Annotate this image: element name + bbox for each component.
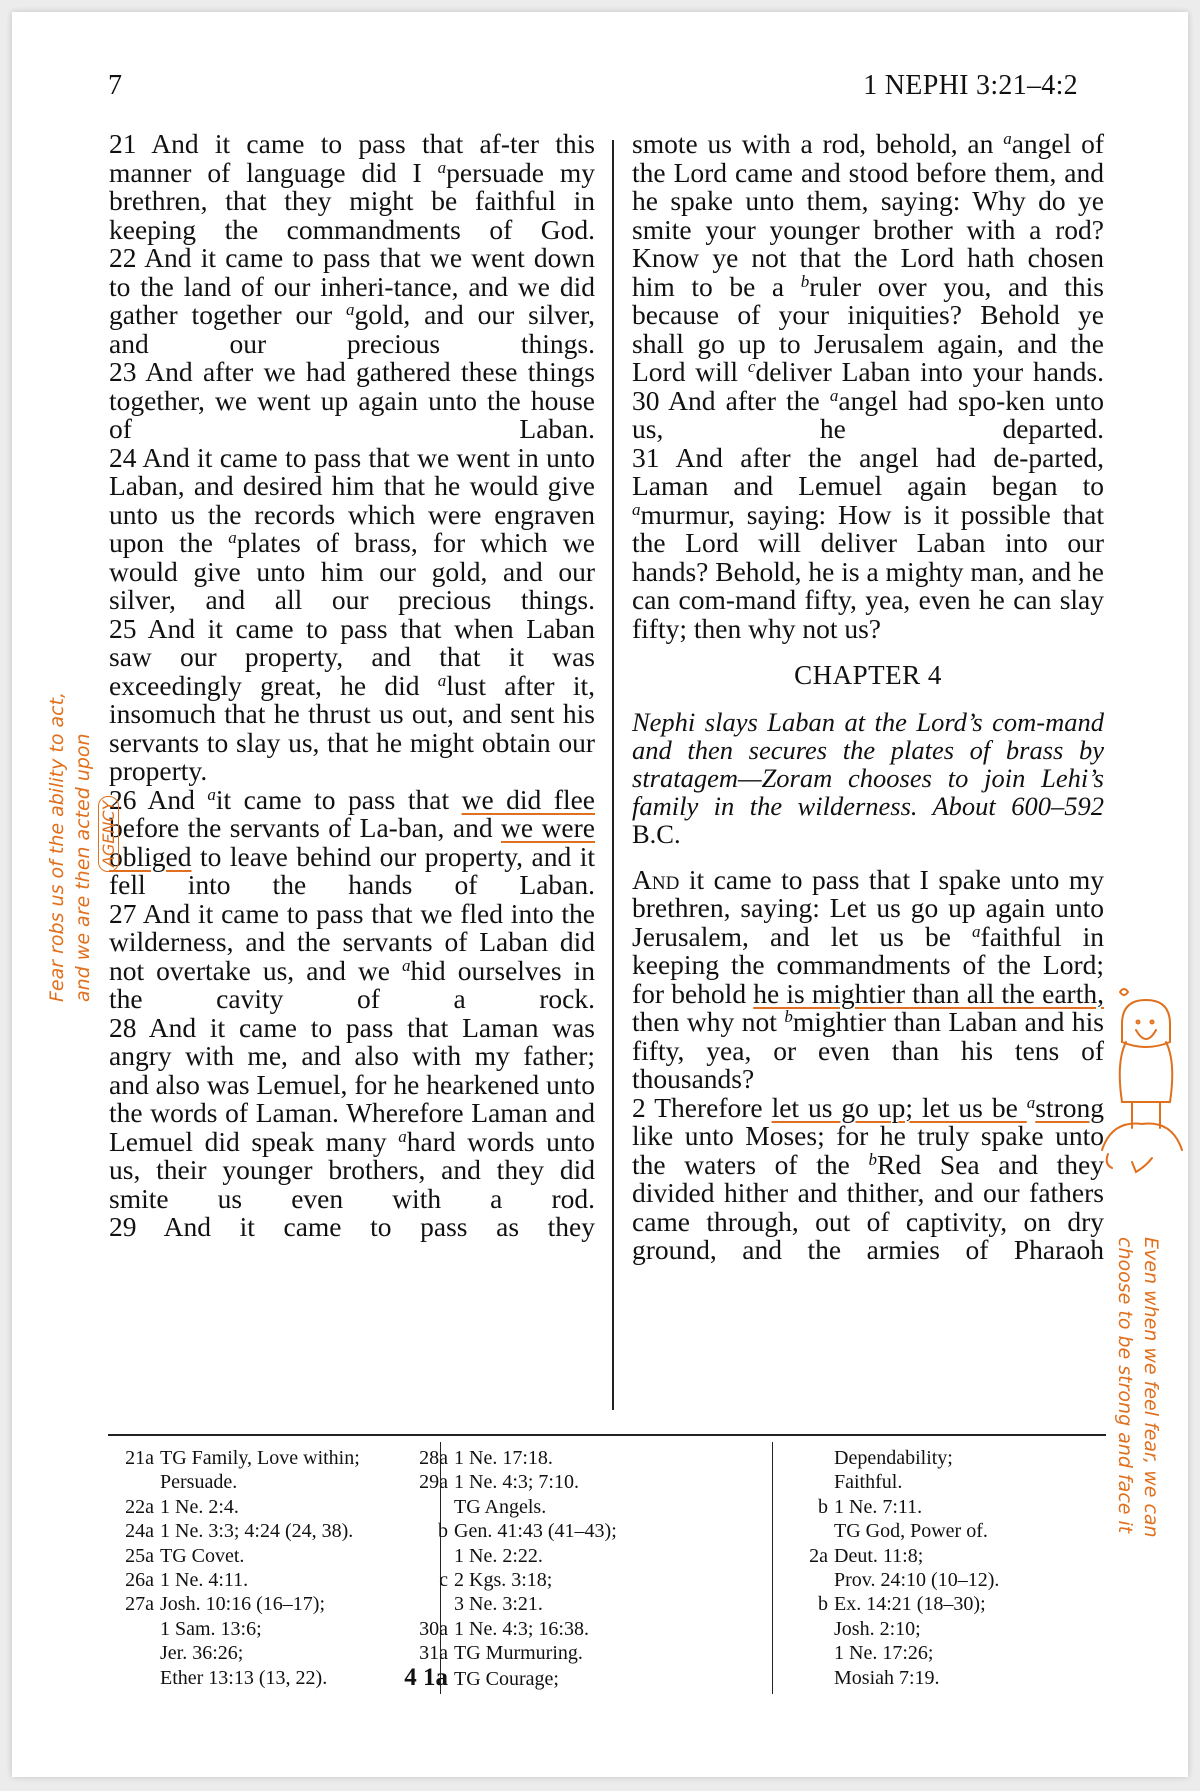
running-header: 1 NEPHI 3:21–4:2: [863, 70, 1078, 101]
verse-26: 26 And $^a$it came to pass that we did flee before the servants of La-ban, and we were obliged to leave behind our property, and it fell into the hands of Laban.: [109, 783, 595, 900]
verse-29: 29 And it came to pass as they: [109, 1211, 595, 1242]
chapter-summary: Nephi slays Laban at the Lord’s com-mand and then secures the plates of brass by stratagem—Zoram chooses to join Lehi’s family in the wilderness. About 600–592 B.C.: [632, 706, 1104, 849]
footnote: 30a 1 Ne. 4:3; 16:38.: [419, 1617, 589, 1640]
verse-28: 28 And it came to pass that Laman was angry with me, and also with my father; and also was Lemuel, for he hearkened unto the words of Laman. Wherefore Laman and Lemuel did speak many $^a$hard words unto us, their younger brothers, and they did smite us even with a rod.: [109, 1011, 595, 1214]
chapter-heading: CHAPTER 4: [794, 660, 942, 690]
underline-mightier-than-earth: he is mightier than all the earth,: [753, 977, 1104, 1009]
margin-note-agency: AGENCY: [98, 796, 119, 872]
footnote: 24a 1 Ne. 3:3; 4:24 (24, 38).: [125, 1520, 354, 1543]
footnote: b Ex. 14:21 (18–30);: [818, 1593, 986, 1616]
footnote: 31a TG Murmuring.: [419, 1642, 583, 1665]
verse-30: 30 And after the $^a$angel had spo-ken unto us, he departed.: [632, 384, 1105, 444]
footnote: 21a TG Family, Love within;: [125, 1447, 360, 1469]
footnote: c 2 Kgs. 3:18;: [439, 1569, 553, 1592]
footnotes-col-3: [782, 1446, 999, 1690]
page: [12, 12, 1188, 1777]
margin-note-left-1: Fear robs us of the ability to act,: [46, 691, 68, 1002]
footnote: Mosiah 7:19.: [834, 1666, 940, 1689]
footnote-rule: [108, 1434, 1106, 1436]
verse-23: 23 And after we had gathered these things together, we went up again unto the house of Laban.: [109, 356, 596, 444]
footnote: 25a TG Covet.: [125, 1544, 245, 1567]
underline-we-did-flee: we did flee: [461, 783, 595, 815]
footnote: Persuade.: [160, 1471, 238, 1494]
footnote: Jer. 36:26;: [160, 1642, 244, 1665]
verse-29-continued: smote us with a rod, behold, an $^a$angel of the Lord came and stood before them, and he spake unto them, saying: Why do ye smite your younger brother with a rod? Know ye not that the Lord hath chosen him to be a $^b$ruler over you, and this because of your iniquities? Behold ye shall go up to Jerusalem again, and the Lord will $^c$deliver Laban into your hands.: [632, 128, 1104, 387]
verse-24: 24 And it came to pass that we went in unto Laban, and desired him that he would give unto us the records which were engraven upon the $^a$plates of brass, for which we would give unto him our gold, and our silver, and all our precious things.: [109, 441, 596, 615]
footnote: Prov. 24:10 (10–12).: [834, 1569, 1000, 1592]
verse-4-1: And it came to pass that I spake unto my brethren, saying: Let us go up again unto Jerusalem, and let us be $^a$faithful in keeping the commandments of the Lord; for behold he is mightier than all the earth, then why not $^b$mightier than Laban and his fifty, yea, or even than his tens of thousands?: [632, 863, 1104, 1094]
footnote: 27a Josh. 10:16 (16–17);: [125, 1593, 325, 1616]
footnote: 26a 1 Ne. 4:11.: [125, 1569, 249, 1592]
footnote: 1 Sam. 13:6;: [160, 1617, 262, 1640]
footnote: Ether 13:13 (13, 22).: [160, 1666, 328, 1689]
footnote: Josh. 2:10;: [834, 1617, 921, 1640]
margin-note-right-2: choose to be strong and face it: [1114, 1237, 1136, 1534]
footnote: Faithful.: [834, 1471, 903, 1494]
footnote: 4 1a TG Courage;: [404, 1663, 559, 1691]
page-number: 7: [108, 70, 122, 101]
underline-strong: strong: [1035, 1091, 1104, 1123]
verse-21: 21 And it came to pass that af-ter this manner of language did I $^a$persuade my brethren, that they might be faithful in keeping the commandments of God.: [109, 128, 595, 245]
verse-4-2: 2 Therefore let us go up; let us be $^a$strong like unto Moses; for he truly spake unto the waters of the $^b$Red Sea and they divided hither and thither, and our fathers came through, out of captivity, on dry ground, and the armies of Pharaoh: [632, 1091, 1104, 1265]
underline-let-us-go-up: let us go up; let us be: [771, 1091, 1027, 1123]
footnote-divider-2: [772, 1442, 773, 1694]
margin-note-left-2: and we are then acted upon: [72, 733, 94, 1002]
margin-note-right-1: Even when we feel fear, we can: [1140, 1237, 1162, 1538]
underline-we-were-obliged: we were obliged: [109, 812, 595, 872]
footnote: 1 Ne. 2:22.: [454, 1544, 543, 1567]
footnote: 1 Ne. 17:26;: [834, 1642, 934, 1665]
footnote: 3 Ne. 3:21.: [454, 1593, 543, 1616]
verse-25: 25 And it came to pass that when Laban saw our property, and that it was exceedingly great, he did $^a$lust after it, insomuch that he thrust us out, and sent his servants to slay us, that he might obtain our property.: [109, 612, 595, 786]
footnotes-col-2: [402, 1446, 617, 1691]
footnote: TG Angels.: [454, 1495, 547, 1518]
footnote: Dependability;: [834, 1447, 953, 1469]
left-column: [109, 130, 595, 1242]
footnotes-col-1: [108, 1446, 360, 1690]
figure-doodle-icon: [1092, 982, 1192, 1202]
footnote: 29a 1 Ne. 4:3; 7:10.: [419, 1471, 579, 1494]
verse-31: 31 And after the angel had de-parted, Laman and Lemuel again began to $^a$murmur, saying: How is it possible that the Lord will deliver Laban into our hands? Behold, he is a mighty man, and he can com-mand fifty, yea, even he can slay fifty; then why not us?: [632, 441, 1105, 644]
footnote: 2a Deut. 11:8;: [809, 1544, 924, 1567]
verse-22: 22 And it came to pass that we went down to the land of our inheri-tance, and we did gather together our $^a$gold, and our silver, and our precious things.: [109, 242, 596, 359]
footnote: 22a 1 Ne. 2:4.: [125, 1495, 239, 1518]
right-column: [632, 130, 1104, 1265]
footnote: b 1 Ne. 7:11.: [818, 1495, 923, 1518]
column-divider: [612, 140, 614, 1410]
footnote: b Gen. 41:43 (41–43);: [438, 1520, 617, 1543]
verse-27: 27 And it came to pass that we fled into the wilderness, and the servants of Laban did not overtake us, and we $^a$hid ourselves in the cavity of a rock.: [109, 897, 595, 1014]
footnote: 28a 1 Ne. 17:18.: [419, 1447, 553, 1469]
footnote: TG God, Power of.: [834, 1520, 988, 1543]
